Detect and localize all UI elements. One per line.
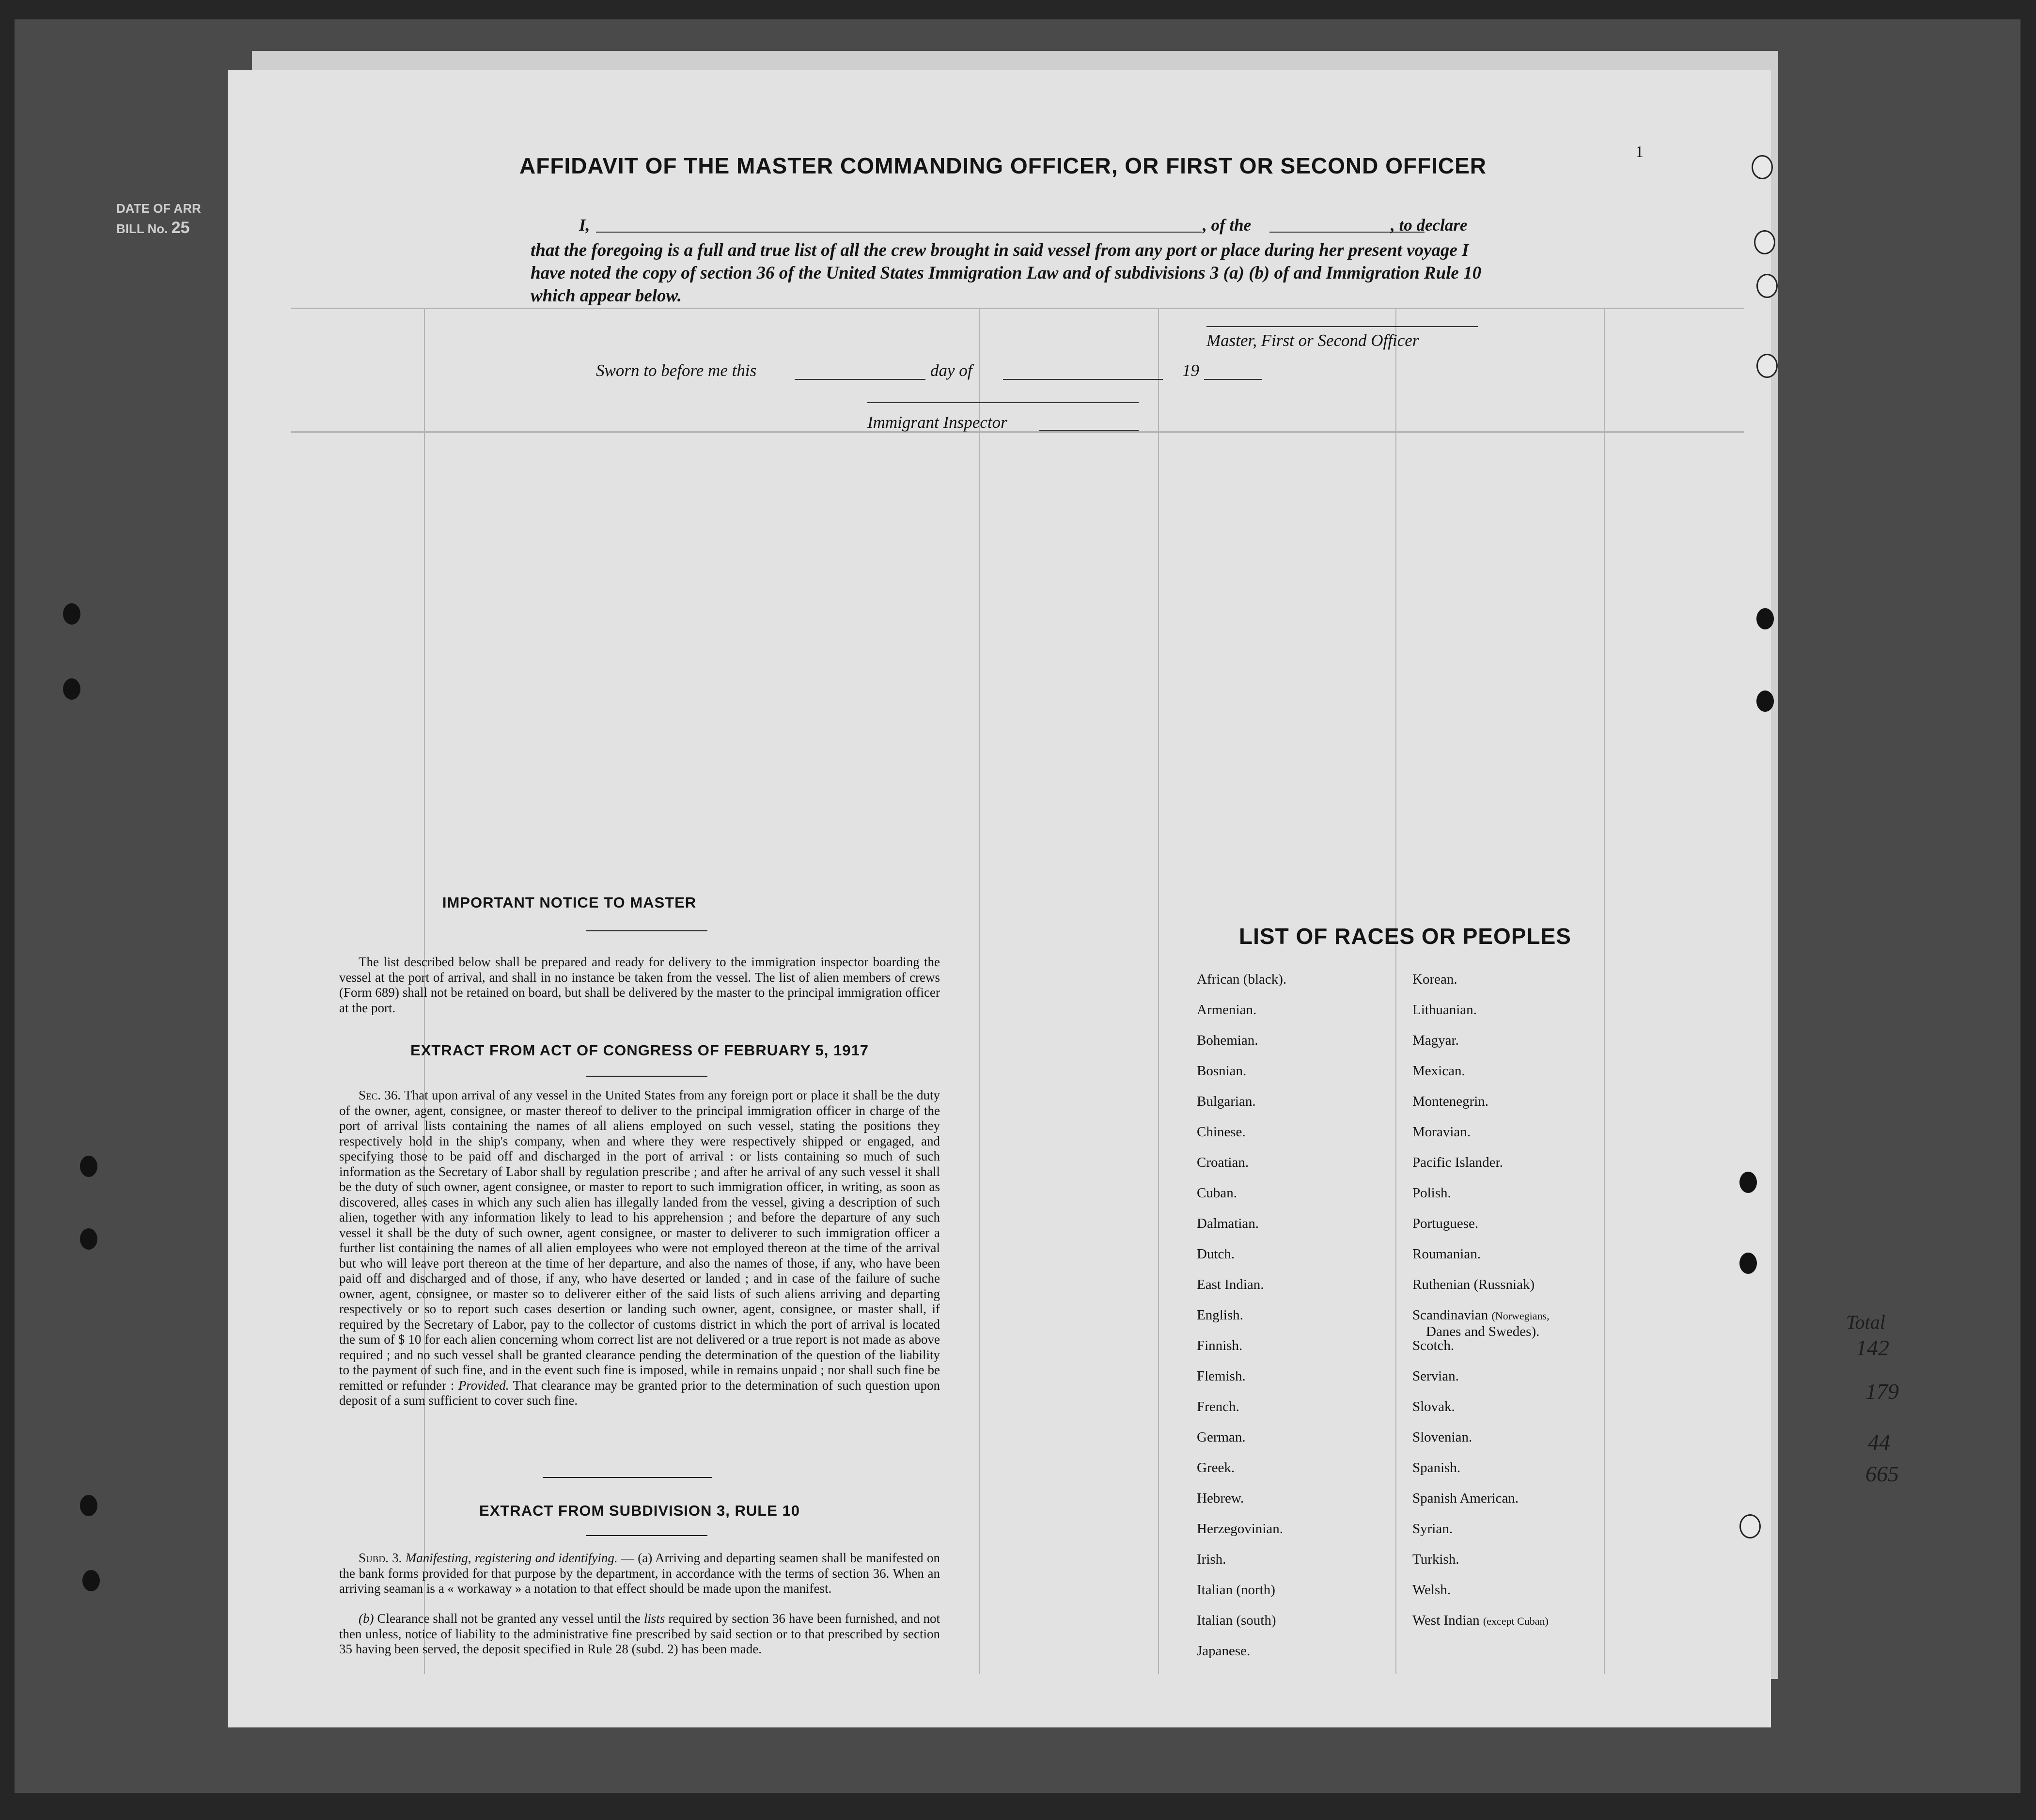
sum-a: 179 (1865, 1379, 1899, 1404)
race-item: English. (1197, 1307, 1243, 1323)
race-item: Turkish. (1412, 1552, 1459, 1567)
act-text: That upon arrival of any vessel in the United States from any foreign port or place it shall be the duty of the owner, agent, consignee, or master thereof to deliver to the principal immigration officer in charge of the port of arrival lists containing the names of all aliens employed on such vessel, stating the positions they respectively hold in the ship's company, when and where they were respectively shipped or engaged, and specifying those to be paid off and discharged in the port of arrival : or lists containing so much of such information as the Secretary of Labor shall by regulation prescribe ; and after he arrival of any such vessel it shall be the duty of such owner, agent consignee, or master to report to such immigration officer, in writing, as soon as discovered, alles cases in which any such alien has illegally landed from the vessel, giving a description of such alien, together with any information likely to lead to his apprehension ; and before the departure of any such vessel it shall be the duty of such owner, agent consignee, or master to deliverer to such immigration officer a further list containing the names of all alien employees who were not employed thereon at the time of the arrival but who will leave port thereon at the time of her departure, and also the names of those, if any, who have been paid off and discharged and of those, if any, who have deserted or landed ; and in case of the failure of suche owner, agent, consignee, or master so to deliverer either of the said lists of such aliens arriving and departing respectively or so to report such cases desertion or landing such owner, agent, consignee, or master shall, if required by the Secretary of Labor, pay to the collector of customs district in which the port of arrival is located the sum of $ 10 for each alien concerning whom correct list are not delivered or a true report is not made as above required ; and no such vessel shall be granted clearance pending the determination of the question of the liability to the payment of such fine, and in the event such fine is imposed, while in remains unpaid ; nor shall such fine be remitted or refunder : (339, 1088, 940, 1393)
binder-hole (80, 1228, 97, 1250)
race-item: Slovenian. (1412, 1429, 1472, 1445)
race-item: Spanish. (1412, 1460, 1461, 1475)
race-item: German. (1197, 1429, 1246, 1445)
binder-hole (1739, 1172, 1757, 1193)
affidavit-page (228, 70, 1899, 1727)
race-item: Welsh. (1412, 1582, 1451, 1598)
binder-hole (63, 678, 80, 700)
inspector-signature-line (867, 402, 1139, 403)
binder-hole (1756, 608, 1774, 629)
subd-part-a: — (a) Arriving and departing seamen shall be manifested on the bank forms provided for that purpose by the department, in accordance with the terms of section 36. When an arriving seaman is a « workaway » a notation to that effect should be made upon the manifest. (339, 1551, 940, 1596)
sworn-day-blank (795, 379, 925, 380)
day-of-label: day of (930, 361, 972, 380)
binder-hole (1756, 690, 1774, 712)
provided-label: Provided. (458, 1378, 509, 1393)
act-title: EXTRACT FROM ACT OF CONGRESS OF FEBRUARY 5, 1917 (410, 1042, 869, 1059)
race-item: African (black). (1197, 972, 1287, 987)
binder-ring (1756, 274, 1778, 298)
sworn-year-blank (1204, 379, 1262, 380)
declarant-label: I, (579, 216, 590, 235)
race-item: Bosnian. (1197, 1063, 1247, 1079)
race-item: Portuguese. (1412, 1216, 1479, 1231)
sum-b: 44 (1868, 1430, 1890, 1455)
part-b-lists: lists (643, 1611, 665, 1626)
part-b-label: (b) (359, 1611, 374, 1626)
ledger-column (979, 308, 980, 1674)
race-item: Spanish American. (1412, 1491, 1519, 1506)
part-b-pre: Clearance shall not be granted any vessel until the (377, 1611, 641, 1626)
binder-hole (82, 1570, 100, 1591)
notice-title: IMPORTANT NOTICE TO MASTER (442, 894, 697, 911)
margin-stamp (116, 199, 201, 238)
inspector-blank (1039, 430, 1139, 431)
sec-label: Sec. 36. (359, 1088, 401, 1102)
race-item: Ruthenian (Russniak) (1412, 1277, 1535, 1292)
ledger-column (1158, 308, 1159, 1674)
race-scandinavian-cont: Danes and Swedes). (1426, 1324, 1540, 1339)
race-item: Slovak. (1412, 1399, 1455, 1414)
race-item: Cuban. (1197, 1185, 1237, 1201)
subd-heading: Manifesting, registering and identifying. (405, 1551, 618, 1565)
ledger-column (1604, 308, 1605, 1674)
declare-label: , to declare (1391, 216, 1468, 235)
race-west-indian: West Indian (1412, 1613, 1483, 1628)
rule-rule (586, 1535, 707, 1536)
sworn-label: Sworn to before me this (596, 361, 757, 380)
binder-hole (80, 1495, 97, 1516)
sworn-month-blank (1003, 379, 1163, 380)
affidavit-body: that the foregoing is a full and true list of all the crew brought in said vessel from any port or place during her present voyage I have noted the copy of section 36 of the United States Immigration Law and of subdivisions 3 (a) (b) of and Immigration Rule 10 which appear below. (531, 240, 1482, 306)
binder-hole (1739, 1253, 1757, 1274)
race-item: Finnish. (1197, 1338, 1243, 1353)
vessel-of-label: , of the (1203, 216, 1252, 235)
race-item: Syrian. (1412, 1521, 1453, 1537)
race-item: Bulgarian. (1197, 1094, 1256, 1109)
race-item: Polish. (1412, 1185, 1451, 1201)
race-item: Servian. (1412, 1368, 1459, 1384)
races-left-column (1197, 972, 1286, 1674)
master-signature-label: Master, First or Second Officer (1206, 331, 1419, 350)
race-item: Japanese. (1197, 1643, 1251, 1659)
ledger-line (291, 431, 1744, 433)
total-value: 142 (1856, 1335, 1889, 1360)
races-title: LIST OF RACES OR PEOPLES (1239, 924, 1571, 949)
notice-rule (586, 930, 707, 931)
race-item: Korean. (1412, 972, 1457, 987)
race-item: Magyar. (1412, 1033, 1459, 1048)
race-item: Croatian. (1197, 1155, 1249, 1170)
year-label: 19 (1182, 361, 1199, 380)
total-label: Total (1846, 1311, 1885, 1333)
race-item: Lithuanian. (1412, 1002, 1477, 1018)
race-item-west-indian (1412, 1613, 1550, 1643)
binder-hole (63, 603, 80, 625)
race-item: Greek. (1197, 1460, 1235, 1475)
act-text-end: That clearance may be granted prior to the determination of such question upon deposit of a sum sufficient to cover such fine. (339, 1378, 940, 1408)
race-item: French. (1197, 1399, 1239, 1414)
race-scandinavian-note: (Norwegians, (1491, 1310, 1550, 1322)
ledger-column (1395, 308, 1396, 1674)
date-of-arrival-label: DATE OF ARR (116, 201, 201, 216)
race-item: East Indian. (1197, 1277, 1264, 1292)
race-item: Italian (south) (1197, 1613, 1276, 1628)
race-item: Bohemian. (1197, 1033, 1258, 1048)
act-rule (586, 1076, 707, 1077)
race-item: Roumanian. (1412, 1246, 1481, 1262)
affidavit-title: AFFIDAVIT OF THE MASTER COMMANDING OFFICER, OR FIRST OR SECOND OFFICER (519, 153, 1487, 178)
race-item: Pacific Islander. (1412, 1155, 1503, 1170)
race-item-scandinavian (1412, 1307, 1550, 1338)
notice-body: The list described below shall be prepared and ready for delivery to the immigration inspector boarding the vessel at the port of arrival, and shall in no instance be taken from the vessel. The list of alien members of crews (Form 689) shall not be retained on board, but shall be delivered by the master to the principal immigration officer at the port. (339, 955, 940, 1015)
bill-no-label: BILL No. (116, 221, 168, 236)
race-scandinavian-main: Scandinavian (1412, 1307, 1492, 1323)
race-item: Moravian. (1412, 1124, 1471, 1140)
races-right-column (1412, 972, 1550, 1643)
ledger-line (291, 308, 1744, 309)
rule-title: EXTRACT FROM SUBDIVISION 3, RULE 10 (479, 1502, 800, 1519)
race-item: Montenegrin. (1412, 1094, 1489, 1109)
binder-ring (1754, 230, 1775, 254)
race-item: Chinese. (1197, 1124, 1246, 1140)
subd-label: Subd. 3. (359, 1551, 402, 1565)
bill-no-value: 25 (171, 219, 190, 237)
race-item: Armenian. (1197, 1002, 1257, 1018)
sum-c: 665 (1865, 1461, 1899, 1486)
race-item: Hebrew. (1197, 1491, 1244, 1506)
race-item: Flemish. (1197, 1368, 1246, 1384)
race-item: Dutch. (1197, 1246, 1235, 1262)
part-b-post: required by section 36 have been furnished, and not then unless, notice of liability to the administrative fine prescribed by said section or to that prescribed by section 35 having been served, the deposit specified in Rule 28 (subd. 2) has been made. (339, 1611, 940, 1656)
race-west-indian-note: (except Cuban) (1483, 1615, 1549, 1627)
rule-body-a (339, 1551, 940, 1597)
act-body (339, 1088, 940, 1409)
page-mark: 1 (1635, 143, 1644, 161)
rule-body-b (339, 1611, 940, 1657)
race-item: Scotch. (1412, 1338, 1455, 1353)
race-item: Irish. (1197, 1552, 1226, 1567)
declarant-blank (596, 232, 1202, 233)
binder-hole (80, 1156, 97, 1177)
binder-ring (1756, 354, 1778, 378)
inspector-label: Immigrant Inspector (867, 413, 1007, 432)
binder-ring (1752, 155, 1773, 179)
binder-ring (1739, 1514, 1761, 1538)
race-item: Dalmatian. (1197, 1216, 1259, 1231)
master-signature-line (1206, 326, 1478, 327)
act-end-rule (543, 1477, 712, 1478)
race-item: Italian (north) (1197, 1582, 1275, 1598)
race-item: Mexican. (1412, 1063, 1465, 1079)
race-item: Herzegovinian. (1197, 1521, 1283, 1537)
